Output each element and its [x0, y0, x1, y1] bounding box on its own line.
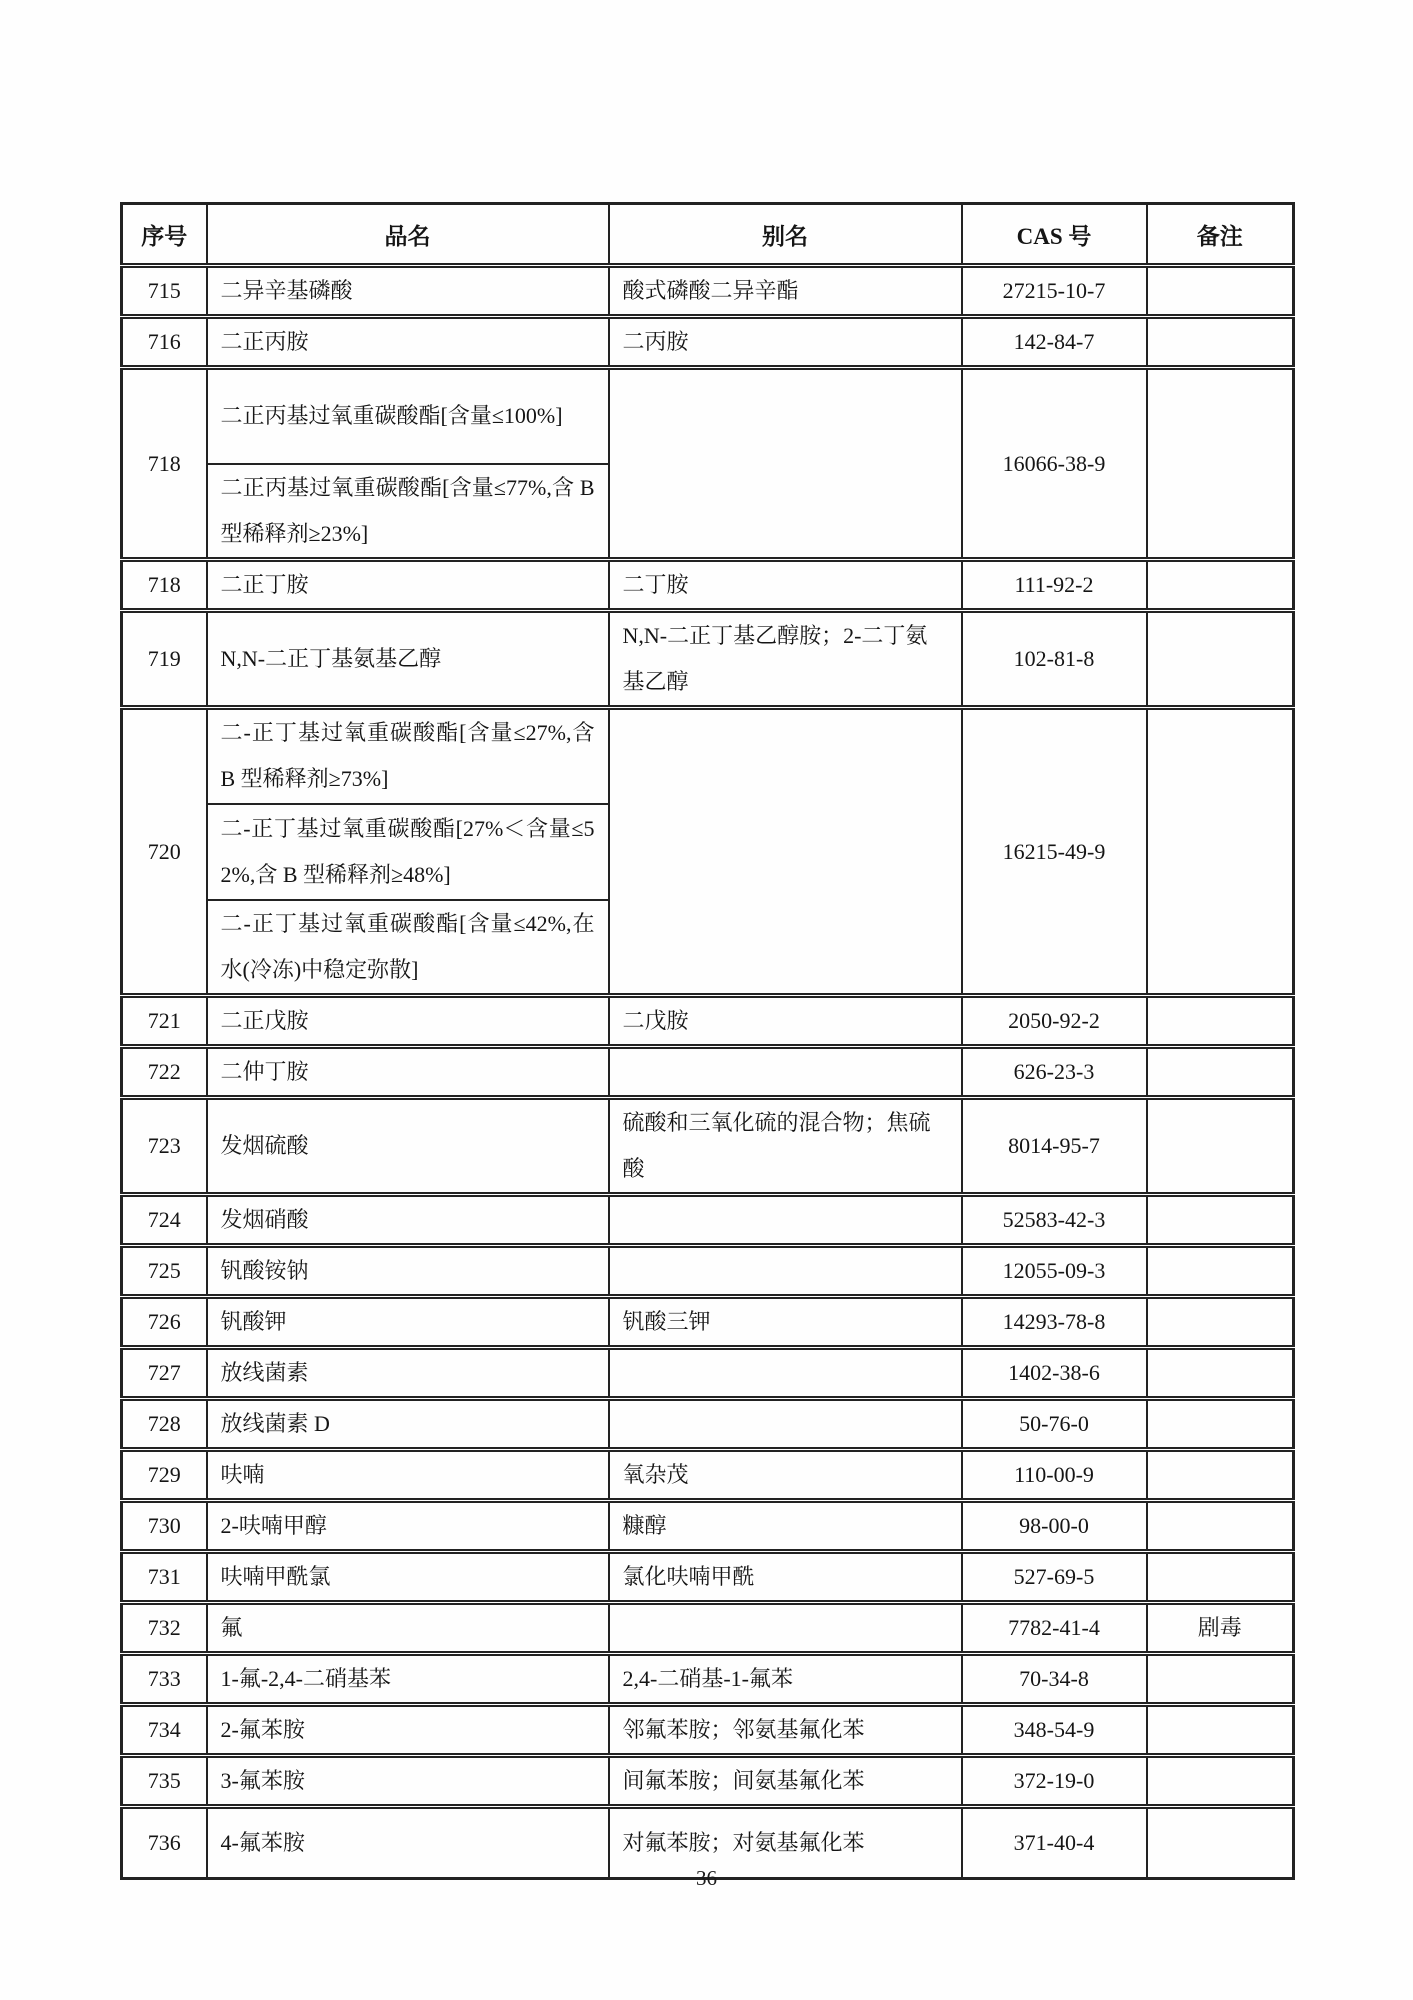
- header-serial: 序号: [122, 204, 207, 266]
- name-cell: 呋喃: [207, 1450, 609, 1501]
- serial-cell: 727: [122, 1348, 207, 1399]
- alias-cell: 糠醇: [609, 1501, 962, 1552]
- name-cell: 钒酸钾: [207, 1297, 609, 1348]
- note-cell: [1147, 368, 1294, 560]
- header-cas: CAS 号: [962, 204, 1147, 266]
- alias-cell: 氯化呋喃甲酰: [609, 1552, 962, 1603]
- serial-cell: 721: [122, 996, 207, 1047]
- alias-cell: N,N-二正丁基乙醇胺；2-二丁氨基乙醇: [609, 611, 962, 708]
- name-cell: 二-正丁基过氧重碳酸酯[含量≤27%,含 B 型稀释剂≥73%]: [207, 708, 609, 804]
- serial-cell: 726: [122, 1297, 207, 1348]
- alias-cell: 二丁胺: [609, 560, 962, 611]
- name-cell: N,N-二正丁基氨基乙醇: [207, 611, 609, 708]
- alias-cell: [609, 1195, 962, 1246]
- serial-cell: 729: [122, 1450, 207, 1501]
- alias-cell: 二丙胺: [609, 317, 962, 368]
- serial-cell: 731: [122, 1552, 207, 1603]
- serial-cell: 728: [122, 1399, 207, 1450]
- cas-cell: 16066-38-9: [962, 368, 1147, 560]
- note-cell: [1147, 1705, 1294, 1756]
- name-cell: 二异辛基磷酸: [207, 266, 609, 317]
- note-cell: [1147, 1047, 1294, 1098]
- alias-cell: 酸式磷酸二异辛酯: [609, 266, 962, 317]
- table-row: [122, 1756, 1294, 1807]
- cas-cell: 142-84-7: [962, 317, 1147, 368]
- note-cell: [1147, 317, 1294, 368]
- note-cell: [1147, 1450, 1294, 1501]
- cas-cell: 371-40-4: [962, 1807, 1147, 1879]
- alias-cell: [609, 1603, 962, 1654]
- name-cell: 放线菌素 D: [207, 1399, 609, 1450]
- serial-cell: 720: [122, 708, 207, 996]
- page-number: 36: [696, 1866, 717, 1890]
- serial-cell: 730: [122, 1501, 207, 1552]
- alias-cell: [609, 1047, 962, 1098]
- alias-cell: [609, 1399, 962, 1450]
- table-row: [122, 1047, 1294, 1098]
- table-row: [122, 1297, 1294, 1348]
- name-cell: 1-氟-2,4-二硝基苯: [207, 1654, 609, 1705]
- note-cell: [1147, 1756, 1294, 1807]
- cas-cell: 52583-42-3: [962, 1195, 1147, 1246]
- table-row: [122, 1705, 1294, 1756]
- serial-cell: 723: [122, 1098, 207, 1195]
- note-cell: [1147, 1098, 1294, 1195]
- table-row: [122, 996, 1294, 1047]
- cas-cell: 348-54-9: [962, 1705, 1147, 1756]
- note-cell: [1147, 266, 1294, 317]
- cas-cell: 12055-09-3: [962, 1246, 1147, 1297]
- serial-cell: 732: [122, 1603, 207, 1654]
- alias-cell: 氧杂茂: [609, 1450, 962, 1501]
- note-cell: [1147, 1654, 1294, 1705]
- name-cell: 二仲丁胺: [207, 1047, 609, 1098]
- name-cell: 2-呋喃甲醇: [207, 1501, 609, 1552]
- table-row: [122, 1501, 1294, 1552]
- table-row: [122, 266, 1294, 317]
- table-row: [122, 1450, 1294, 1501]
- table-row: [122, 368, 1294, 464]
- serial-cell: 735: [122, 1756, 207, 1807]
- hazardous-chemicals-table: [120, 202, 1295, 1880]
- cas-cell: 110-00-9: [962, 1450, 1147, 1501]
- alias-cell: 硫酸和三氧化硫的混合物；焦硫酸: [609, 1098, 962, 1195]
- name-cell: 氟: [207, 1603, 609, 1654]
- name-cell: 二正戊胺: [207, 996, 609, 1047]
- alias-cell: 对氟苯胺；对氨基氟化苯: [609, 1807, 962, 1879]
- note-cell: [1147, 560, 1294, 611]
- cas-cell: 527-69-5: [962, 1552, 1147, 1603]
- serial-cell: 718: [122, 560, 207, 611]
- table-row: [122, 1552, 1294, 1603]
- alias-cell: [609, 368, 962, 560]
- name-cell: 二-正丁基过氧重碳酸酯[27%＜含量≤52%,含 B 型稀释剂≥48%]: [207, 804, 609, 900]
- cas-cell: 27215-10-7: [962, 266, 1147, 317]
- table-row: [122, 1399, 1294, 1450]
- cas-cell: 14293-78-8: [962, 1297, 1147, 1348]
- note-cell: [1147, 1348, 1294, 1399]
- table-row: [122, 611, 1294, 708]
- cas-cell: 50-76-0: [962, 1399, 1147, 1450]
- table-row: [122, 1603, 1294, 1654]
- cas-cell: 372-19-0: [962, 1756, 1147, 1807]
- cas-cell: 626-23-3: [962, 1047, 1147, 1098]
- cas-cell: 16215-49-9: [962, 708, 1147, 996]
- cas-cell: 1402-38-6: [962, 1348, 1147, 1399]
- alias-cell: 二戊胺: [609, 996, 962, 1047]
- name-cell: 二正丙基过氧重碳酸酯[含量≤77%,含 B 型稀释剂≥23%]: [207, 464, 609, 560]
- table-row: [122, 1195, 1294, 1246]
- cas-cell: 111-92-2: [962, 560, 1147, 611]
- table-row: [122, 708, 1294, 804]
- name-cell: 钒酸铵钠: [207, 1246, 609, 1297]
- serial-cell: 725: [122, 1246, 207, 1297]
- serial-cell: 736: [122, 1807, 207, 1879]
- table-row: [122, 1098, 1294, 1195]
- table-row: [122, 1246, 1294, 1297]
- alias-cell: 钒酸三钾: [609, 1297, 962, 1348]
- name-cell: 二正丙胺: [207, 317, 609, 368]
- header-alias: 别名: [609, 204, 962, 266]
- serial-cell: 734: [122, 1705, 207, 1756]
- note-cell: [1147, 611, 1294, 708]
- cas-cell: 102-81-8: [962, 611, 1147, 708]
- name-cell: 呋喃甲酰氯: [207, 1552, 609, 1603]
- note-cell: [1147, 1399, 1294, 1450]
- table-row: [122, 1654, 1294, 1705]
- table-header-row: [122, 204, 1294, 266]
- name-cell: 发烟硝酸: [207, 1195, 609, 1246]
- note-cell: [1147, 1195, 1294, 1246]
- note-cell: [1147, 1552, 1294, 1603]
- cas-cell: 70-34-8: [962, 1654, 1147, 1705]
- note-cell: [1147, 1297, 1294, 1348]
- name-cell: 放线菌素: [207, 1348, 609, 1399]
- serial-cell: 724: [122, 1195, 207, 1246]
- alias-cell: 邻氟苯胺；邻氨基氟化苯: [609, 1705, 962, 1756]
- alias-cell: [609, 1348, 962, 1399]
- name-cell: 4-氟苯胺: [207, 1807, 609, 1879]
- serial-cell: 716: [122, 317, 207, 368]
- serial-cell: 715: [122, 266, 207, 317]
- serial-cell: 733: [122, 1654, 207, 1705]
- cas-cell: 98-00-0: [962, 1501, 1147, 1552]
- header-remarks: 备注: [1147, 204, 1294, 266]
- header-name: 品名: [207, 204, 609, 266]
- name-cell: 二正丁胺: [207, 560, 609, 611]
- cas-cell: 2050-92-2: [962, 996, 1147, 1047]
- note-cell: 剧毒: [1147, 1603, 1294, 1654]
- note-cell: [1147, 708, 1294, 996]
- serial-cell: 722: [122, 1047, 207, 1098]
- cas-cell: 7782-41-4: [962, 1603, 1147, 1654]
- cas-cell: 8014-95-7: [962, 1098, 1147, 1195]
- note-cell: [1147, 1246, 1294, 1297]
- serial-cell: 718: [122, 368, 207, 560]
- name-cell: 发烟硫酸: [207, 1098, 609, 1195]
- note-cell: [1147, 996, 1294, 1047]
- alias-cell: [609, 708, 962, 996]
- name-cell: 二正丙基过氧重碳酸酯[含量≤100%]: [207, 368, 609, 464]
- name-cell: 3-氟苯胺: [207, 1756, 609, 1807]
- table-row: [122, 317, 1294, 368]
- name-cell: 2-氟苯胺: [207, 1705, 609, 1756]
- alias-cell: 间氟苯胺；间氨基氟化苯: [609, 1756, 962, 1807]
- note-cell: [1147, 1501, 1294, 1552]
- table-row: [122, 1348, 1294, 1399]
- alias-cell: 2,4-二硝基-1-氟苯: [609, 1654, 962, 1705]
- serial-cell: 719: [122, 611, 207, 708]
- alias-cell: [609, 1246, 962, 1297]
- table-row: [122, 560, 1294, 611]
- name-cell: 二-正丁基过氧重碳酸酯[含量≤42%,在水(冷冻)中稳定弥散]: [207, 900, 609, 996]
